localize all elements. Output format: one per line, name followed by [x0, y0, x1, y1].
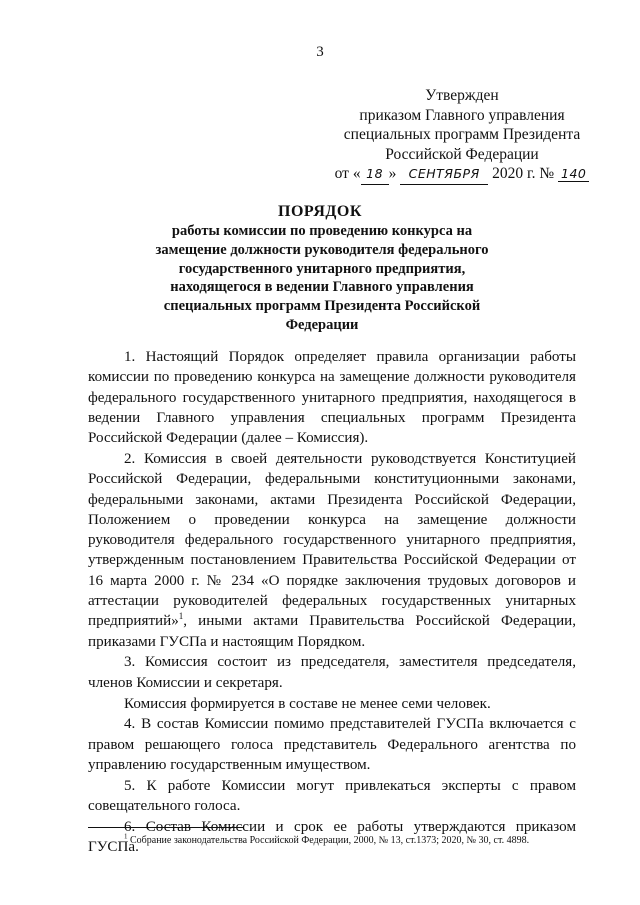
footnote-mark: 1: [124, 832, 128, 841]
paragraph-2-continuation: иными актами Правительства Российской Федерации, приказами ГУСПа и настоящим Порядком.: [88, 613, 577, 650]
approval-line-programs: специальных программ Президента: [343, 126, 581, 143]
page-number: 3: [316, 44, 324, 60]
footnote-reference: 1: [178, 611, 184, 622]
paragraph-4: 4. В состав Комиссии помимо представителей ГУСПа включается с правом решающего голоса представитель Федерального агентства по управлению государственным имуществом.: [88, 716, 576, 773]
document-body: [88, 347, 576, 857]
paragraph-1: 1. Настоящий Порядок определяет правила организации работы комиссии по проведению конкурса на замещение должности руководителя федерального государственного унитарного предприятия, находящегося в ведении Главного управления специальных программ Президента Российской Федерации (далее – Комиссия).: [88, 349, 576, 447]
date-prefix: от «: [334, 165, 361, 182]
date-month: СЕНТЯБРЯ: [400, 164, 488, 185]
document-subtitle: работы комиссии по проведению конкурса на замещение должности руководителя федерального государственного унитарного предприятия, находящегося в ведении Главного управления специальных программ Президента Российской Федерации: [155, 223, 489, 333]
footnote-divider: [88, 827, 243, 828]
paragraph-2: 2. Комиссия в своей деятельности руководствуется Конституцией Российской Федерации, федеральными конституционными законами, федеральными законами, актами Президента Российской Федерации, Положением о проведении конкурса на замещение должности руководителя федерального государственного унитарного предприятия, утвержденным постановлением Правительства Российской Федерации от 16 марта 2000 г. № 234 «О порядке заключения трудовых договоров и аттестации руководителей федеральных государственных унитарных предприятий»$^1$, иными актами Правительства Российской Федерации, приказами ГУСПа и настоящим Порядком.: [88, 450, 577, 650]
paragraph-5: 5. К работе Комиссии могут привлекаться эксперты с правом совещательного голоса.: [88, 777, 576, 815]
paragraph-2-text: 2. Комиссия в своей деятельности руководствуется Конституцией Российской Федерации, федеральными конституционными законами, федеральными законами, актами Президента Российской Федерации, Положением о проведении конкурса на замещение должности руководителя федерального государственного унитарного предприятия, утвержденным постановлением Правительства Российской Федерации от 16 марта 2000 г. № 234 «О порядке заключения трудовых договоров и аттестации руководителей федеральных государственных унитарных предприятий»: [88, 450, 576, 630]
paragraph-3-continuation: Комиссия формируется в составе не менее семи человек.: [124, 695, 491, 712]
date-year: 2020 г. №: [492, 165, 555, 182]
footnote: [124, 832, 594, 847]
order-number: 140: [558, 166, 589, 182]
footnote-text: Собрание законодательства Российской Федерации, 2000, № 13, ст.1373; 2020, № 30, ст. 4898.: [130, 835, 530, 846]
date-day: 18: [361, 164, 389, 185]
approval-line-approved: Утвержден: [425, 87, 499, 104]
date-separator: »: [388, 165, 397, 182]
paragraph-3: 3. Комиссия состоит из председателя, заместителя председателя, членов Комиссии и секретаря.: [88, 654, 576, 691]
paragraph-6: 6. Состав Комиссии и срок ее работы утверждаются приказом ГУСПа.: [88, 818, 576, 856]
document-title: ПОРЯДОК: [278, 203, 362, 220]
approval-date-line: [330, 164, 594, 185]
approval-line-order: приказом Главного управления: [359, 106, 565, 124]
approval-block: [330, 86, 594, 185]
approval-line-federation: Российской Федерации: [385, 145, 539, 163]
